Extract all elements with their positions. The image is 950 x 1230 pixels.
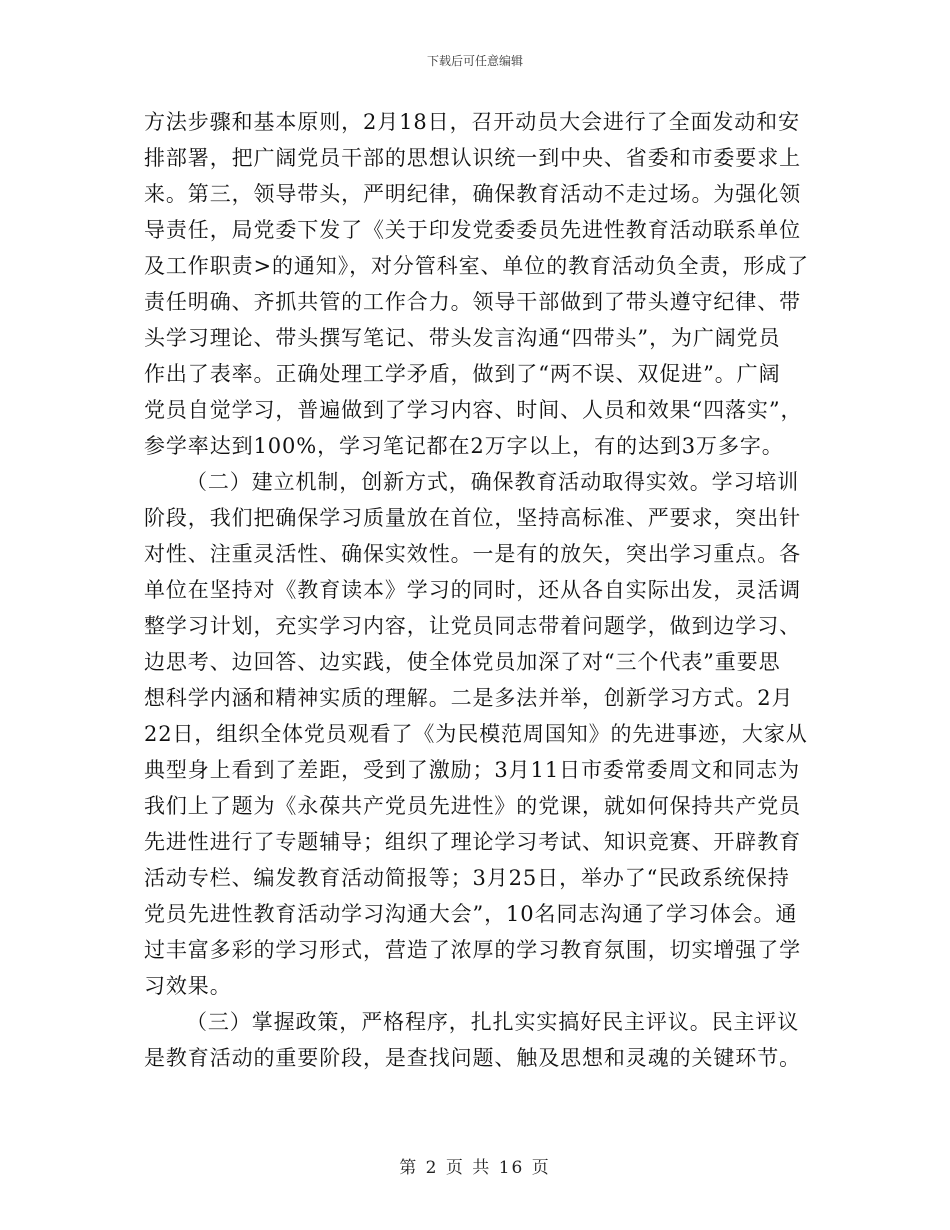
text-line: 典型身上看到了差距，受到了激励；3月11日市委常委周文和同志为 [144,758,800,782]
text-line: 阶段，我们把确保学习质量放在首位，坚持高标准、严要求，突出针 [144,506,801,530]
text-line: 过丰富多彩的学习形式，营造了浓厚的学习教育氛围，切实增强了学 [144,938,801,962]
text-line: 是教育活动的重要阶段，是查找问题、触及思想和灵魂的关键环节。 [144,1046,801,1070]
text-line: 先进性进行了专题辅导；组织了理论学习考试、知识竞赛、开辟教育 [144,830,801,854]
paragraph-start-line: （三）掌握政策，严格程序，扎扎实实搞好民主评议。民主评议 [186,1010,800,1034]
paragraph-start-line: （二）建立机制，创新方式，确保教育活动取得实效。学习培训 [186,470,800,494]
text-line: 整学习计划，充实学习内容，让党员同志带着问题学，做到边学习、 [144,614,801,638]
text-line: 边思考、边回答、边实践，使全体党员加深了对“三个代表”重要思 [144,650,781,674]
text-line: 方法步骤和基本原则，2月18日，召开动员大会进行了全面发动和安 [144,110,800,134]
document-body [144,104,814,1076]
page-header-note: 下载后可任意编辑 [426,54,523,68]
text-line: 责任明确、齐抓共管的工作合力。领导干部做到了带头遵守纪律、带 [144,290,801,314]
page-number-footer: 第 2 页 共 16 页 [399,1158,551,1178]
text-line: 党员先进性教育活动学习沟通大会”，10名同志沟通了学习体会。通 [144,902,798,926]
text-line: 来。第三，领导带头，严明纪律，确保教育活动不走过场。为强化领 [144,182,801,206]
text-line: 参学率达到100%，学习笔记都在2万字以上，有的达到3万多字。 [144,434,784,458]
text-line: 单位在坚持对《教育读本》学习的同时，还从各自实际出发，灵活调 [144,578,801,602]
text-line: 22日，组织全体党员观看了《为民模范周国知》的先进事迹，大家从 [144,722,808,746]
text-line: 作出了表率。正确处理工学矛盾，做到了“两不误、双促进”。广阔 [144,362,781,386]
text-line: 我们上了题为《永葆共产党员先进性》的党课，就如何保持共产党员 [144,794,801,818]
text-line: 对性、注重灵活性、确保实效性。一是有的放矢，突出学习重点。各 [144,542,801,566]
text-line: 导责任，局党委下发了《关于印发党委委员先进性教育活动联系单位 [144,218,801,242]
text-line: 习效果。 [144,974,232,998]
text-line: 排部署，把广阔党员干部的思想认识统一到中央、省委和市委要求上 [144,146,801,170]
text-line: 党员自觉学习，普遍做到了学习内容、时间、人员和效果“四落实”， [144,398,803,422]
text-line: 想科学内涵和精神实质的理解。二是多法并举，创新学习方式。2月 [144,686,794,710]
text-line: 头学习理论、带头撰写笔记、带头发言沟通“四带头”，为广阔党员 [144,326,781,350]
text-line: 活动专栏、编发教育活动简报等；3月25日，举办了“民政系统保持 [144,866,790,890]
text-line: 及工作职责>的通知》，对分管科室、单位的教育活动负全责，形成了 [144,254,809,278]
